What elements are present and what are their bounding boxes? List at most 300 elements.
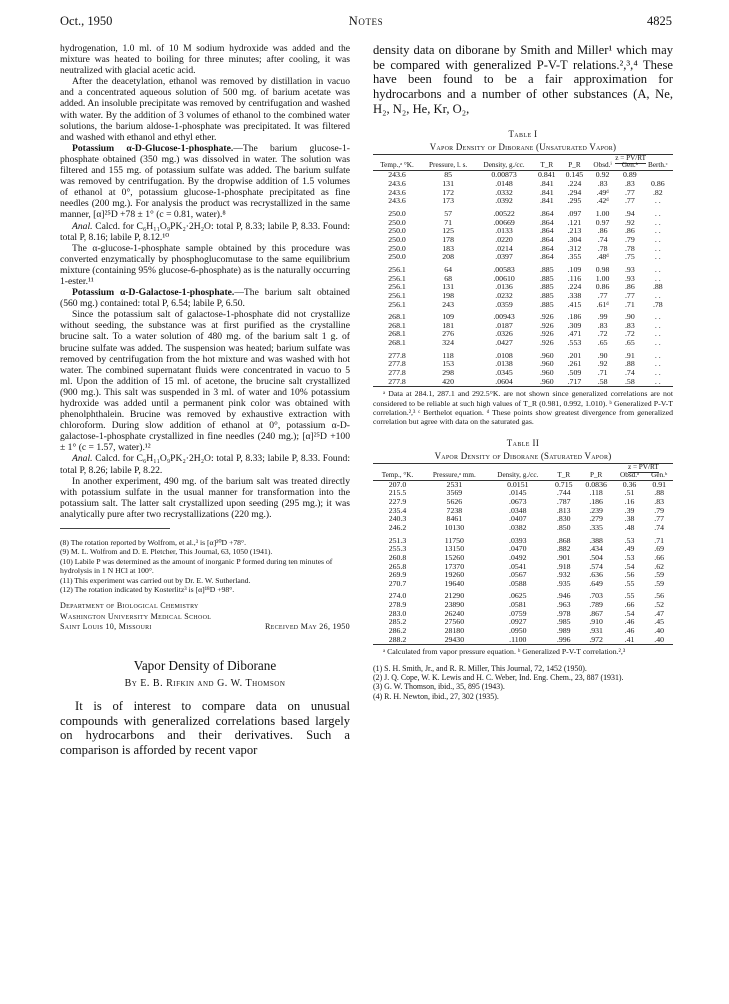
table-cell: 19640	[444, 578, 465, 588]
table-cell: .0220	[495, 234, 513, 244]
table-row	[373, 636, 673, 645]
table1	[373, 154, 673, 388]
table-cell: 277.8	[388, 359, 406, 369]
table-cell: 21290	[444, 591, 465, 601]
reference: (3) G. W. Thomson, ibid., 35, 895 (1943).	[373, 682, 505, 692]
table-cell: . .	[654, 359, 661, 369]
table-cell: 27560	[444, 617, 465, 627]
table1-header: T_R	[533, 162, 561, 170]
table-cell: 17370	[444, 561, 465, 571]
table-cell: .0382	[509, 522, 527, 532]
table-cell: . .	[654, 320, 661, 330]
table-cell: .94	[624, 208, 635, 218]
paragraph: The α-glucose-1-phosphate sample obtained by this procedure was converted enzymatically by phosphoglucomutase to the same equilibrium mixture (containing 95% glucose-6-phosphate) as is the naturally occurring 1-ester.¹¹	[60, 242, 350, 287]
table-cell: .0108	[495, 350, 513, 360]
header-date: Oct., 1950	[60, 14, 113, 28]
table-cell: .0604	[475, 378, 533, 387]
table-cell: 0.00873	[491, 170, 517, 180]
table-cell: 0.86	[651, 178, 665, 188]
table-cell: .86	[624, 282, 635, 292]
table-cell: .186	[589, 496, 603, 506]
table2-header: T_R	[549, 472, 579, 480]
table-cell: . .	[654, 234, 661, 244]
table-cell: .0348	[509, 505, 527, 515]
table-cell: .553	[567, 338, 582, 348]
table-cell: .00610	[493, 273, 515, 283]
table-cell: .830	[556, 514, 571, 524]
table-cell: .83	[624, 320, 635, 330]
table-cell: .885	[539, 299, 554, 309]
table2-title: Vapor Density of Diborane (Saturated Vapor)	[434, 450, 612, 461]
table-cell: .636	[589, 570, 603, 580]
table-cell: .90	[624, 312, 635, 322]
table-cell: .434	[589, 544, 603, 554]
table-cell: .0392	[495, 196, 513, 206]
table-cell: .121	[567, 217, 582, 227]
table-cell: . .	[654, 350, 661, 360]
table-cell: .77	[654, 514, 665, 524]
table-cell: .864	[539, 226, 554, 236]
table-cell: 131	[442, 178, 454, 188]
table-cell: .985	[556, 617, 571, 627]
table-cell: .789	[589, 600, 603, 610]
table1-header: Pressure, l. s.	[421, 162, 475, 170]
table-cell: .882	[556, 544, 571, 554]
table-cell: 29430	[422, 636, 487, 645]
table2-header: Obsd.ᵃ	[614, 472, 646, 480]
table-cell: .00522	[493, 208, 515, 218]
table-cell: .864	[539, 234, 554, 244]
table-cell: .509	[567, 368, 582, 378]
paragraph: After the deacetylation, ethanol was removed by distillation in vacuo and a concentrated aqueous solution of 500 mg. of barium acetate was added. An insoluble precipitate was removed by centrifugation and washed with water. By the addition of 3 volumes of ethanol to the combined water solutions, the barium aldose-1-phosphate was precipitated. It was filtered and washed with ethanol and ethyl ether.	[60, 76, 350, 143]
table-cell: .77	[624, 187, 635, 197]
table-row	[373, 378, 673, 387]
table-cell: .86	[624, 226, 635, 236]
table-row	[373, 197, 673, 206]
table-cell: . .	[654, 217, 661, 227]
table-cell: .0470	[509, 544, 527, 554]
table-cell: .00943	[493, 312, 515, 322]
table-cell: .338	[567, 290, 582, 300]
section-heading: Potassium α-D-Glucose-1-phosphate.	[72, 142, 234, 154]
table-cell: 0.841	[538, 170, 556, 180]
table-cell: .864	[539, 208, 554, 218]
table2	[373, 463, 673, 646]
table-cell: 85	[444, 170, 453, 180]
table-cell: .201	[567, 350, 582, 360]
table-cell: 298	[442, 368, 454, 378]
table-cell: .0427	[495, 338, 513, 348]
table-cell: .56	[624, 570, 635, 580]
table1-header: Temp.,ᵃ °K.	[373, 162, 421, 170]
table-cell: . .	[654, 226, 661, 236]
table-cell: 0.98	[595, 264, 610, 274]
table-cell: .93	[624, 264, 635, 274]
table-cell: .864	[539, 243, 554, 253]
table-cell: . .	[654, 196, 661, 206]
table-cell: .186	[567, 312, 582, 322]
table-cell: 109	[442, 312, 454, 322]
table-cell: 198	[442, 290, 454, 300]
table-row	[373, 262, 673, 275]
table-cell: .309	[567, 320, 582, 330]
table-cell: 277.8	[388, 350, 406, 360]
table-cell: 215.5	[388, 488, 407, 498]
table-cell: 268.1	[388, 329, 406, 339]
table-cell: .82	[652, 187, 663, 197]
table-cell: 71	[444, 217, 453, 227]
reference: (2) J. Q. Cope, W. K. Lewis and H. C. Weber, Ind. Eng. Chem., 23, 887 (1931).	[373, 672, 624, 682]
table-cell: .83	[597, 320, 608, 330]
table1-header: P_R	[561, 162, 589, 170]
table-cell: .16	[624, 496, 635, 506]
table-cell: .58	[588, 378, 617, 387]
table-row	[373, 253, 673, 262]
table-cell: 7238	[446, 505, 463, 515]
table-cell: 0.36	[622, 479, 637, 489]
table-cell: 178	[442, 234, 454, 244]
table-cell: .59	[654, 570, 665, 580]
table-cell: .960	[539, 368, 554, 378]
table-cell: 15260	[444, 552, 465, 562]
table2-header: Pressure,ᵃ mm.	[422, 472, 487, 480]
table-cell: .0187	[495, 320, 513, 330]
table-cell: .649	[589, 578, 603, 588]
table-cell: .0136	[495, 282, 513, 292]
table-cell: .71	[654, 535, 665, 545]
table-cell: .77	[597, 290, 608, 300]
table-cell: 285.2	[388, 617, 407, 627]
table-cell: .1100	[487, 636, 549, 645]
table-cell: .51	[624, 488, 635, 498]
table-cell: .963	[556, 600, 571, 610]
table-cell: 172	[442, 187, 454, 197]
table-cell: .49ᵈ	[596, 187, 609, 197]
table-cell: .0397	[495, 252, 513, 262]
table-cell: .92	[597, 359, 608, 369]
table-cell: .86	[597, 226, 608, 236]
table-cell: .48ᵈ	[596, 252, 609, 262]
table-cell: .00583	[493, 264, 515, 274]
table-cell: 11750	[444, 535, 464, 545]
table-cell: .71	[624, 299, 635, 309]
table-cell: .868	[556, 535, 571, 545]
table-cell: 0.97	[595, 217, 610, 227]
table-cell: .49	[624, 544, 635, 554]
table-cell: 0.91	[652, 479, 666, 489]
table-cell: .79	[654, 505, 665, 515]
table-cell: 68	[444, 273, 453, 283]
running-header	[60, 14, 672, 30]
table-cell: .0759	[509, 608, 527, 618]
table-cell: 1.00	[595, 208, 610, 218]
table-cell: 256.1	[388, 290, 406, 300]
table-cell: .88	[652, 282, 663, 292]
table-cell: .885	[539, 282, 554, 292]
paragraph: Since the potassium salt of galactose-1-phosphate did not crystallize without seeding, the substance was at first purified as the crystalline brucine salt. To a water solution of 480 mg. of the barium salt 1 g. of brucine sulfate was added. The suspension was heated; barium sulfate was removed by centrifugation from the hot mixture and was washed with hot water. The combined supernatant fluids were concentrated in vacuo to 5 ml. Upon the addition of 15 ml. of acetone, the brucine salt crystallized (900 mg.). This salt was suspended in 3 ml. of water and 10% potassium hydroxide was added until a permanent pink color was obtained with phenolphthalein. Brucine was removed by exhaustive extraction with chloroform. During slow addition of ethanol at 0°, potassium α-D-galactose-1-phosphate crystallized in fine needles (240 mg.); [α]²⁵D +100 ± 1° (c = 1.57, water).¹²	[60, 309, 350, 454]
table2-header: Gen.ᵇ	[645, 472, 673, 480]
table-cell: 265.8	[388, 561, 407, 571]
table2-z-header: z = PV/RT	[627, 462, 659, 471]
table-cell: .989	[556, 626, 571, 636]
table-cell: 324	[442, 338, 454, 348]
table-cell: 250.0	[388, 226, 406, 236]
table-cell: .703	[589, 591, 603, 601]
table-cell: .55	[624, 591, 635, 601]
table-cell: 268.1	[388, 312, 406, 322]
table-cell: .294	[567, 187, 582, 197]
table-cell: .935	[556, 578, 571, 588]
table-cell: 0.89	[623, 170, 637, 180]
table1-header: Berth.ᶜ	[643, 162, 673, 170]
paragraph-galactose: Potassium α-D-Galactose-1-phosphate.—The barium salt obtained (560 mg.) contained: total P, 6.54; labile P, 6.50.	[60, 287, 350, 310]
paragraph: In another experiment, 490 mg. of the barium salt was treated directly with potassium sulfate in the usual manner for transformation into the potassium salt. The latter salt crystallized upon seeding (295 mg.); it was analytically pure after two recrystallizations (220 mg.).	[60, 475, 350, 520]
table-cell: .996	[549, 636, 579, 645]
table-cell: .885	[539, 290, 554, 300]
table-row	[373, 339, 673, 348]
table1-title: Vapor Density of Diborane (Unsaturated Vapor)	[429, 141, 617, 152]
table-cell: 118	[442, 350, 454, 360]
table-cell: .83	[624, 178, 635, 188]
table-cell: 131	[442, 282, 454, 292]
table-cell: .78	[624, 243, 635, 253]
paragraph: hydrogenation, 1.0 ml. of 10 M sodium hydroxide was added and the mixture was heated to boiling for three minutes; after cooling, it was neutralized with glacial acetic acid.	[60, 43, 350, 77]
table-cell: 173	[442, 196, 454, 206]
table-cell: .864	[539, 252, 554, 262]
table-cell: 250.0	[388, 252, 406, 262]
table-cell: 256.1	[388, 282, 406, 292]
table-cell: .0138	[495, 359, 513, 369]
table-cell: .312	[567, 243, 582, 253]
table-cell: .0332	[495, 187, 513, 197]
table-cell: 268.1	[388, 320, 406, 330]
table-cell: . .	[654, 338, 661, 348]
table-cell: .097	[567, 208, 582, 218]
table-cell: .978	[556, 608, 571, 618]
table-cell: .45	[654, 617, 665, 627]
table-cell: 251.3	[388, 535, 407, 545]
table-cell: 246.2	[388, 522, 407, 532]
table-cell: 19260	[444, 570, 465, 580]
table-cell: .65	[624, 338, 635, 348]
table-cell: .867	[589, 608, 603, 618]
table-cell: 250.0	[388, 243, 406, 253]
table-cell: .931	[589, 626, 603, 636]
table-cell: 235.4	[388, 505, 407, 515]
byline: By E. B. Rifkin and G. W. Thomson	[124, 678, 286, 690]
table-cell: 250.0	[388, 217, 406, 227]
footnote: (11) This experiment was carried out by Dr. E. W. Sutherland.	[60, 575, 251, 585]
table-cell: .79	[624, 234, 635, 244]
table-cell: .787	[556, 496, 571, 506]
affiliation: Department of Biological Chemistry Washington University Medical School Saint Louis 10, Missouri Received May 26, 1950	[60, 601, 350, 631]
table-cell: 57	[444, 208, 453, 218]
table-cell: .0345	[495, 368, 513, 378]
table-cell: .0581	[509, 600, 527, 610]
table-cell: .59	[654, 578, 665, 588]
table1-z-header: z = PV/RT	[615, 153, 647, 162]
article-title: Vapor Density of Diborane	[133, 658, 277, 674]
table-cell: .0326	[495, 329, 513, 339]
table-cell: 28180	[444, 626, 465, 636]
table-cell: 0.0836	[585, 479, 607, 489]
table-cell: .335	[589, 522, 603, 532]
table-cell: .926	[539, 312, 554, 322]
table-cell: .504	[589, 552, 603, 562]
table2-header: P_R	[579, 472, 614, 480]
table-cell: .93	[624, 273, 635, 283]
table-cell: .109	[567, 264, 582, 274]
table-cell: .52	[654, 600, 665, 610]
table-cell: .46	[624, 617, 635, 627]
references	[373, 664, 673, 702]
table-cell: .78	[652, 299, 663, 309]
table-cell: .66	[624, 600, 635, 610]
table-cell: .574	[589, 561, 603, 571]
table-cell: .960	[533, 378, 561, 387]
table-cell: .0145	[509, 488, 527, 498]
table-cell: 10130	[444, 522, 465, 532]
table-cell: .0148	[495, 178, 513, 188]
table-cell: 243.6	[388, 170, 406, 180]
table-cell: .972	[579, 636, 614, 645]
table-cell: .0492	[509, 552, 527, 562]
table-cell: .92	[624, 217, 635, 227]
table-cell: 277.8	[388, 368, 406, 378]
table-row	[373, 580, 673, 589]
table-cell: .69	[654, 544, 665, 554]
table-cell: .813	[556, 505, 571, 515]
table-cell: .48	[624, 522, 635, 532]
table-cell: .0232	[495, 290, 513, 300]
table-cell: .388	[589, 535, 603, 545]
table-cell: .56	[654, 591, 665, 601]
table-cell: .0407	[509, 514, 527, 524]
table-cell: .83	[654, 496, 665, 506]
table-cell: . .	[654, 273, 661, 283]
table-cell: . .	[654, 208, 661, 218]
table-cell: .66	[654, 552, 665, 562]
table1-header: Gen.ᵇ	[617, 162, 643, 170]
table-cell: 181	[442, 320, 454, 330]
table-cell: .0214	[495, 243, 513, 253]
table-cell: 255.3	[388, 544, 407, 554]
table-cell: . .	[654, 252, 661, 262]
table-cell: .224	[567, 282, 582, 292]
table-cell: 125	[442, 226, 454, 236]
table-cell: .239	[589, 505, 603, 515]
table1-caption: Table I	[508, 128, 538, 139]
table-cell: .946	[556, 591, 571, 601]
table-cell: 283.0	[388, 608, 407, 618]
table-cell: .0927	[509, 617, 527, 627]
table-cell: .960	[539, 359, 554, 369]
table-cell: .39	[624, 505, 635, 515]
table-cell: .295	[567, 196, 582, 206]
table-cell: 183	[442, 243, 454, 253]
table-cell: .0541	[509, 561, 527, 571]
table-cell: .118	[589, 488, 603, 498]
table-cell: .74	[654, 522, 665, 532]
table-cell: .42ᵈ	[596, 196, 609, 206]
table-cell: .0950	[509, 626, 527, 636]
table-cell: .55	[624, 578, 635, 588]
table-cell: 64	[444, 264, 453, 274]
table-cell: 227.9	[388, 496, 407, 506]
received-date: Received May 26, 1950	[264, 621, 350, 631]
table-cell: .415	[567, 299, 582, 309]
footnotes	[60, 538, 350, 594]
table-row	[373, 309, 673, 322]
article-intro: It is of interest to compare data on unusual compounds with generalized correlations based largely on hydrocarbons and their derivatives. Such a comparison is afforded by recent vapor	[60, 699, 350, 758]
table-cell: .841	[539, 196, 554, 206]
table-cell: 278.9	[388, 600, 407, 610]
table-cell: .279	[589, 514, 603, 524]
table-cell: .72	[624, 329, 635, 339]
table-cell: .926	[539, 329, 554, 339]
table-cell: 269.9	[388, 570, 407, 580]
table-cell: .0567	[509, 570, 527, 580]
table-cell: .77	[624, 290, 635, 300]
table-cell: 3569	[446, 488, 463, 498]
table-cell: .54	[624, 608, 635, 618]
table-cell: . .	[643, 378, 673, 387]
table-cell: .53	[624, 535, 635, 545]
table-cell: 2531	[446, 479, 463, 489]
table-cell: 208	[442, 252, 454, 262]
table-cell: 0.92	[595, 170, 610, 180]
reference: (1) S. H. Smith, Jr., and R. R. Miller, This Journal, 72, 1452 (1950).	[373, 663, 587, 673]
table-cell: .864	[539, 217, 554, 227]
table-cell: 256.1	[388, 273, 406, 283]
table-cell: .65	[597, 338, 608, 348]
table-cell: .885	[539, 264, 554, 274]
analysis-galactose: Anal. Calcd. for C₆H₁₁O₉PK₂·2H₂O: total P, 8.33; labile P, 8.33. Found: total P, 8.26; labile P, 8.22.	[60, 453, 350, 476]
footnote: (8) The rotation reported by Wolfrom, et al.,³ is [α]²⁰D +78°.	[60, 538, 247, 548]
table-cell: 243.6	[388, 187, 406, 197]
table-cell: .74	[597, 234, 608, 244]
table1-header: Obsd.ⁱ	[588, 162, 617, 170]
table-cell: 243.6	[388, 178, 406, 188]
table-cell: .77	[624, 196, 635, 206]
table-cell: .74	[624, 368, 635, 378]
table-cell: 250.0	[388, 234, 406, 244]
table-cell: 153	[442, 359, 454, 369]
table-cell: .0393	[509, 535, 527, 545]
table-cell: 207.0	[388, 479, 407, 489]
table-row	[373, 301, 673, 310]
table-cell: .88	[624, 359, 635, 369]
table-cell: .0673	[509, 496, 527, 506]
analysis-glucose: Anal. Calcd. for C₆H₁₁O₉PK₂·2H₂O: total P, 8.33; labile P, 8.33. Found: total P, 8.16; labile P, 8.12.¹⁰	[60, 220, 350, 243]
table-cell: .90	[597, 350, 608, 360]
table-cell: .885	[539, 273, 554, 283]
table-cell: .304	[567, 234, 582, 244]
table-cell: 8461	[446, 514, 463, 524]
table-cell: .40	[645, 636, 673, 645]
table-cell: 0.86	[595, 282, 610, 292]
footnote: (12) The rotation indicated by Kosterlitz³ is [α]¹⁸D +98°.	[60, 585, 235, 595]
table-cell: 243	[442, 299, 454, 309]
table-cell: . .	[654, 312, 661, 322]
table-cell: .72	[597, 329, 608, 339]
table-cell: .841	[539, 187, 554, 197]
table-cell: .47	[654, 608, 665, 618]
table-cell: 268.1	[388, 338, 406, 348]
table-cell: .850	[556, 522, 571, 532]
table-cell: .918	[556, 561, 571, 571]
table-cell: .717	[561, 378, 589, 387]
